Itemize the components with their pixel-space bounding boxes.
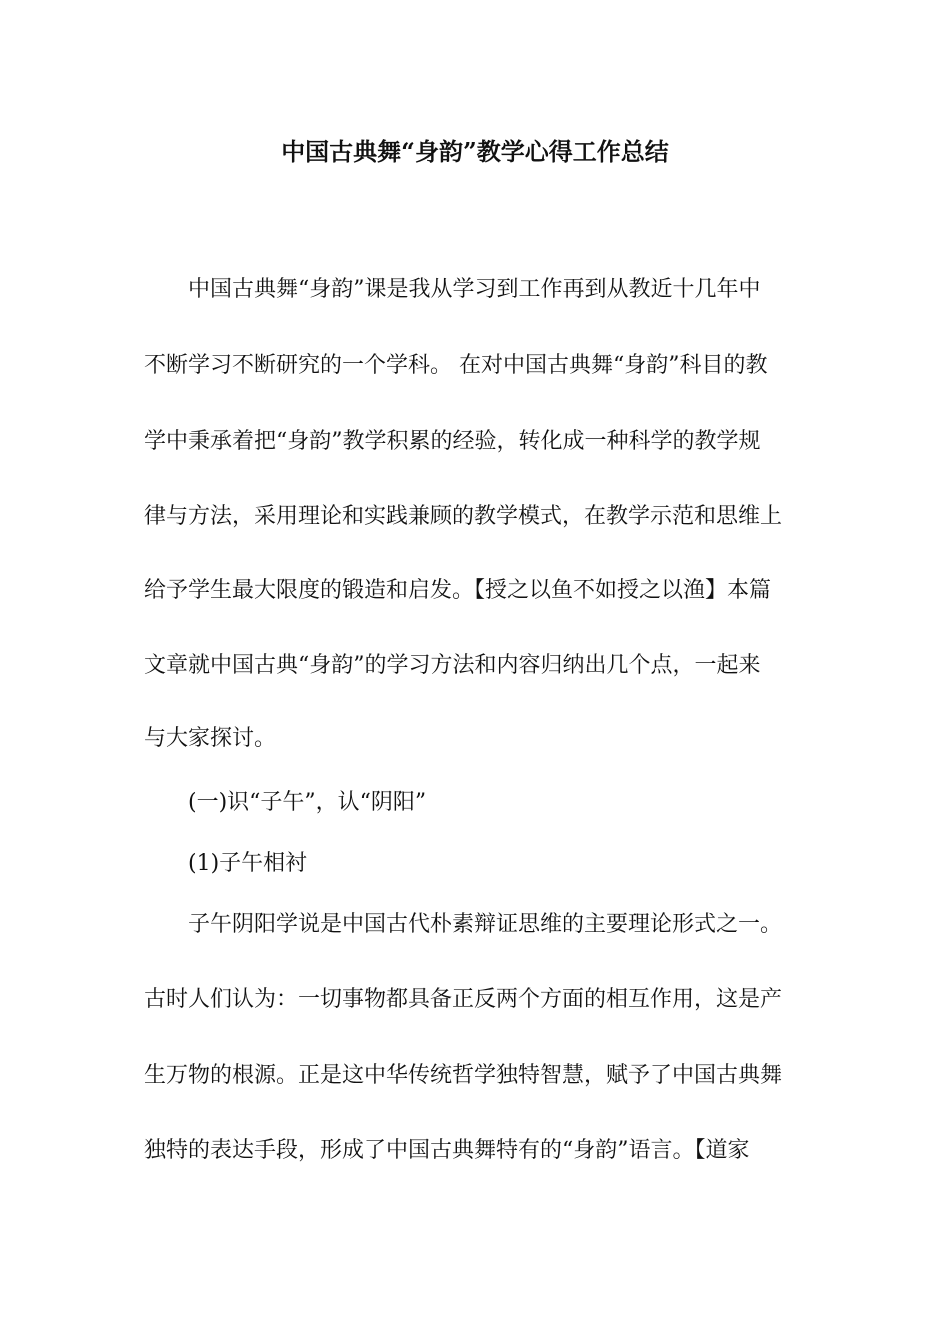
paragraph-line: 独特的表达手段，形成了中国古典舞特有的“身韵”语言。【道家: [144, 1138, 750, 1163]
paragraph-line: 给予学生最大限度的锻造和启发。【授之以鱼不如授之以渔】本篇: [144, 578, 772, 603]
document-title: 中国古典舞“身韵”教学心得工作总结: [281, 137, 669, 166]
paragraph-line: 不断学习不断研究的一个学科。 在对中国古典舞“身韵”科目的教: [144, 353, 768, 378]
paragraph-line: 学中秉承着把“身韵”教学积累的经验，转化成一种科学的教学规: [144, 429, 761, 454]
paragraph-line: 生万物的根源。正是这中华传统哲学独特智慧，赋予了中国古典舞: [144, 1063, 783, 1088]
section-heading: (一)识“子午”，认“阴阳”: [188, 790, 427, 815]
paragraph-line: 文章就中国古典“身韵”的学习方法和内容归纳出几个点，一起来: [144, 653, 761, 678]
paragraph-line: 古时人们认为：一切事物都具备正反两个方面的相互作用，这是产: [144, 987, 783, 1012]
paragraph-line: 与大家探讨。: [144, 726, 277, 751]
paragraph-line: 中国古典舞“身韵”课是我从学习到工作再到从教近十几年中: [188, 277, 761, 302]
paragraph-line: 子午阴阳学说是中国古代朴素辩证思维的主要理论形式之一。: [188, 912, 783, 937]
subsection-heading: (1)子午相衬: [188, 851, 308, 876]
paragraph-line: 律与方法，采用理论和实践兼顾的教学模式，在教学示范和思维上: [144, 504, 783, 529]
